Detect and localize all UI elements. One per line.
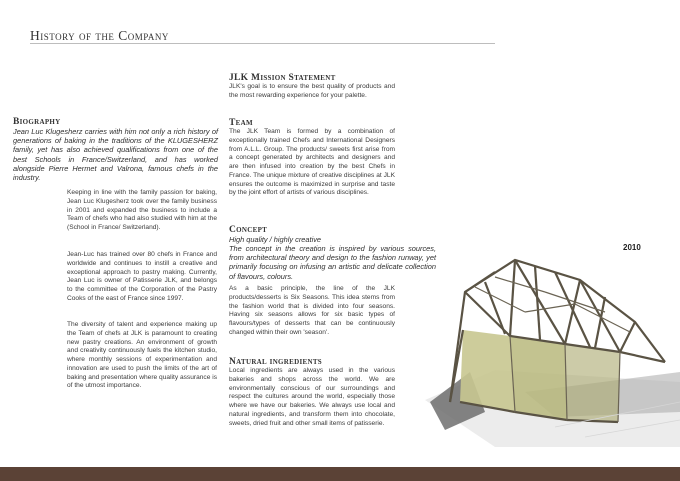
- mission-text: JLK's goal is to ensure the best quality of products and the most rewarding experience for your palette.: [229, 83, 395, 99]
- title-divider: [30, 43, 495, 44]
- mission-heading: JLK Mission Statement: [229, 73, 336, 83]
- biography-intro: Jean Luc Klugesherz carries with him not only a rich history of generations of baking in the traditions of the KLUGESHERZ family, yet has also achieved qualifications from one of the best Schools in France/Switzerland, and has worked alongside Pierre Hermet and Valrona, famous chefs in the industry.: [13, 127, 218, 183]
- page-title: History of the Company: [30, 28, 169, 43]
- concept-text: As a basic principle, the line of the JLK products/desserts is Six Seasons. This idea stems from the fashion world that is divided into four seasons. Having six seasons allows for six basic types of flavours/types of desserts that can be continuously changed within their own 'season'.: [229, 285, 395, 336]
- team-text: The JLK Team is formed by a combination of exceptionally trained Chefs and International Designers from A.L.L. Group. The products/ sweets first arise from a concept generated by architects and designers and are then infused into creation by the best Chefs in France. The unique mixture of creative disciplines at JLK ensures the outcome is maximized in surprise and taste by the joint effort of artists of various disciplines.: [229, 128, 395, 197]
- ingredients-heading: Natural ingredients: [229, 357, 322, 367]
- ingredients-text: Local ingredients are always used in the various bakeries and shops across the world. We are environmentally conscious of our surroundings and respect the cultures around the world, especially those where we have our bakeries. We always use local and natural ingredients, and transform them into chocolate, sweets, dried fruit and other small items of patisserie.: [229, 367, 395, 427]
- footer-bar: [0, 467, 680, 481]
- biography-heading: Biography: [13, 117, 61, 127]
- biography-paragraph-1: Keeping in line with the family passion for baking, Jean Luc Klugesherz took over the family business in 2001 and expanded the business to include a Team of chefs who had also studied with him at the (School in France/ Switzerland).: [67, 189, 217, 231]
- concept-subtitle: High quality / highly creative: [229, 235, 322, 244]
- biography-paragraph-3: The diversity of talent and experience making up the Team of chefs at JLK is paramount to creating new pastry creations. An environment of growth and creativity continuously fuels the kitchen studio, where monthly sessions of experimentation and innovation are used to push the limits of the art of baking and presentation where quality assurance is of the utmost importance.: [67, 321, 217, 390]
- concept-intro: The concept in the creation is inspired by various sources, from architectural theory and design to the fashion runway, yet primarily focusing on infusing an artistic and delicate collection of flavours, colours.: [229, 244, 436, 281]
- team-heading: Team: [229, 118, 253, 128]
- year-label: 2010: [623, 243, 641, 252]
- concept-heading: Concept: [229, 225, 268, 235]
- biography-paragraph-2: Jean-Luc has trained over 80 chefs in France and worldwide and continues to instill a creative and exceptional approach to pastry making. Currently, Jean Luc is owner of Patisserie JLK, and belongs to the committee of the Corporation of the Pastry Cooks of the east of France since 1997.: [67, 251, 217, 302]
- pavilion-render-image: [405, 252, 680, 447]
